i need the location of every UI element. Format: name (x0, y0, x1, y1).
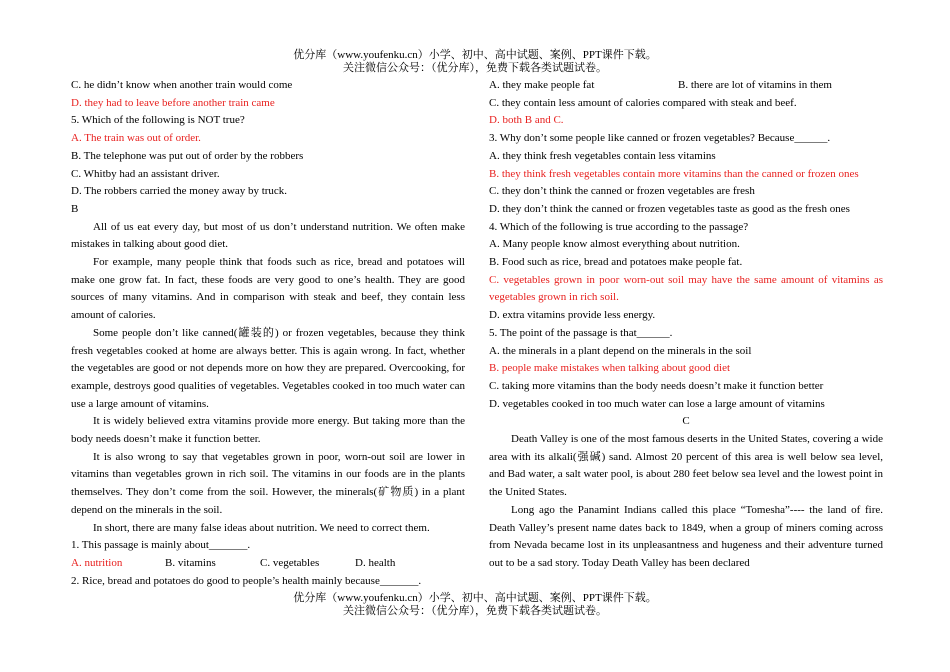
right-column (489, 77, 883, 573)
option-b: B. Food such as rice, bread and potatoes make people fat. (489, 256, 743, 269)
option-c: C. taking more vitamins than the body needs doesn’t make it function better (489, 379, 824, 392)
passage-paragraph: Some people don’t like canned(罐装的) or frozen vegetables, because they think fresh vegetables cooked at home are always better. This is again wrong. In fact, whether the vegetables are good or not depends more on how they are prepared. Overcooking, for example, destroys good qualities of vegetables. Vegetables cooked in too much water can use a large amount of vitamins. (71, 326, 465, 410)
option-d: D. vegetables cooked in too much water can lose a large amount of vitamins (489, 397, 825, 410)
option-a: A. the minerals in a plant depend on the minerals in the soil (489, 344, 752, 357)
question-1-options (71, 555, 465, 573)
option-d: D. extra vitamins provide less energy. (489, 309, 656, 322)
answer-option-d: D. they had to leave before another train came (71, 96, 275, 109)
header-line-2: 关注微信公众号：（优分库），免费下载各类试题试卷。 (343, 61, 607, 74)
question-5: 5. The point of the passage is that______. (489, 326, 673, 339)
question-5: 5. Which of the following is NOT true? (71, 114, 245, 127)
section-b-heading: B (71, 202, 79, 215)
answer-option-a: A. nutrition (71, 556, 123, 569)
passage-paragraph: Long ago the Panamint Indians called this place “Tomesha”---- the land of fire. Death Valley’s present name dates back to 1849, when a group of miners coming across from Nevada became lost in its unpleasantness and hugeness and their adventure turned out to be a sad story. Today Death Valley has been declared (489, 503, 883, 569)
section-c-heading: C (682, 415, 690, 428)
answer-option-c: C. vegetables grown in poor worn-out soil may have the same amount of vitamins as vegetables grown in rich soil. (489, 273, 883, 304)
option-b: B. The telephone was put out of order by the robbers (71, 149, 304, 162)
answer-option-b: B. they think fresh vegetables contain more vitamins than the canned or frozen ones (489, 167, 859, 180)
answer-option-a: A. The train was out of order. (71, 132, 201, 145)
question-2-options-ab (489, 77, 883, 95)
option-c: C. they contain less amount of calories compared with steak and beef. (489, 96, 797, 109)
answer-option-b: B. people make mistakes when talking about good diet (489, 362, 731, 375)
page-header (0, 49, 950, 74)
option-b: B. there are lot of vitamins in them (678, 79, 832, 91)
footer-line-2: 关注微信公众号：（优分库），免费下载各类试题试卷。 (343, 604, 607, 617)
passage-paragraph: Death Valley is one of the most famous deserts in the United States, covering a wide area with its alkali(强碱) sand. Almost 20 percent of this area is well below sea level, and Bad water, a salt water pool, is about 280 feet below sea level and the lowest point in the United States. (489, 433, 883, 499)
header-line-1: 优分库（www.youfenku.cn）小学、初中、高中试题、案例、PPT课件下载。 (293, 49, 657, 61)
option-d: D. they don’t think the canned or frozen vegetables taste as good as the fresh ones (489, 202, 850, 215)
page-footer (0, 592, 950, 617)
question-3: 3. Why don’t some people like canned or frozen vegetables? Because______. (489, 132, 831, 145)
left-column (71, 77, 465, 590)
option-a: A. they think fresh vegetables contain less vitamins (489, 149, 716, 162)
option-d: D. health (355, 556, 396, 569)
passage-paragraph: For example, many people think that foods such as rice, bread and potatoes will make one grow fat. In fact, these foods are very good to one’s health. They are good sources of many vitamins. And in comparison with steak and beef, they contain less amount of calories. (71, 256, 465, 322)
question-1: 1. This passage is mainly about_______. (71, 539, 251, 552)
option-a: A. Many people know almost everything about nutrition. (489, 238, 740, 251)
option-c: C. they don’t think the canned or frozen vegetables are fresh (489, 185, 755, 198)
option-a: A. they make people fat (489, 79, 595, 91)
passage-paragraph: All of us eat every day, but most of us don’t understand nutrition. We often make mistakes in talking about good diet. (71, 220, 465, 251)
option-c: C. he didn’t know when another train would come (71, 79, 293, 91)
option-c: C. Whitby had an assistant driver. (71, 167, 220, 180)
footer-line-1: 优分库（www.youfenku.cn）小学、初中、高中试题、案例、PPT课件下载。 (293, 592, 657, 604)
question-4: 4. Which of the following is true according to the passage? (489, 220, 749, 233)
option-c: C. vegetables (260, 556, 320, 569)
option-d: D. The robbers carried the money away by truck. (71, 185, 288, 198)
option-b: B. vitamins (165, 556, 216, 569)
passage-paragraph: It is widely believed extra vitamins provide more energy. But taking more than the body needs doesn’t make it function better. (71, 415, 465, 446)
passage-paragraph: In short, there are many false ideas about nutrition. We need to correct them. (93, 521, 430, 534)
question-2: 2. Rice, bread and potatoes do good to people’s health mainly because_______. (71, 574, 422, 587)
answer-option-d: D. both B and C. (489, 114, 564, 127)
passage-paragraph: It is also wrong to say that vegetables grown in poor, worn-out soil are lower in vitamins than vegetables grown in rich soil. The vitamins in our foods are in the plants themselves. They don’t come from the soil. However, the minerals(矿物质) in a plant depend on the minerals in the soil. (71, 450, 465, 516)
